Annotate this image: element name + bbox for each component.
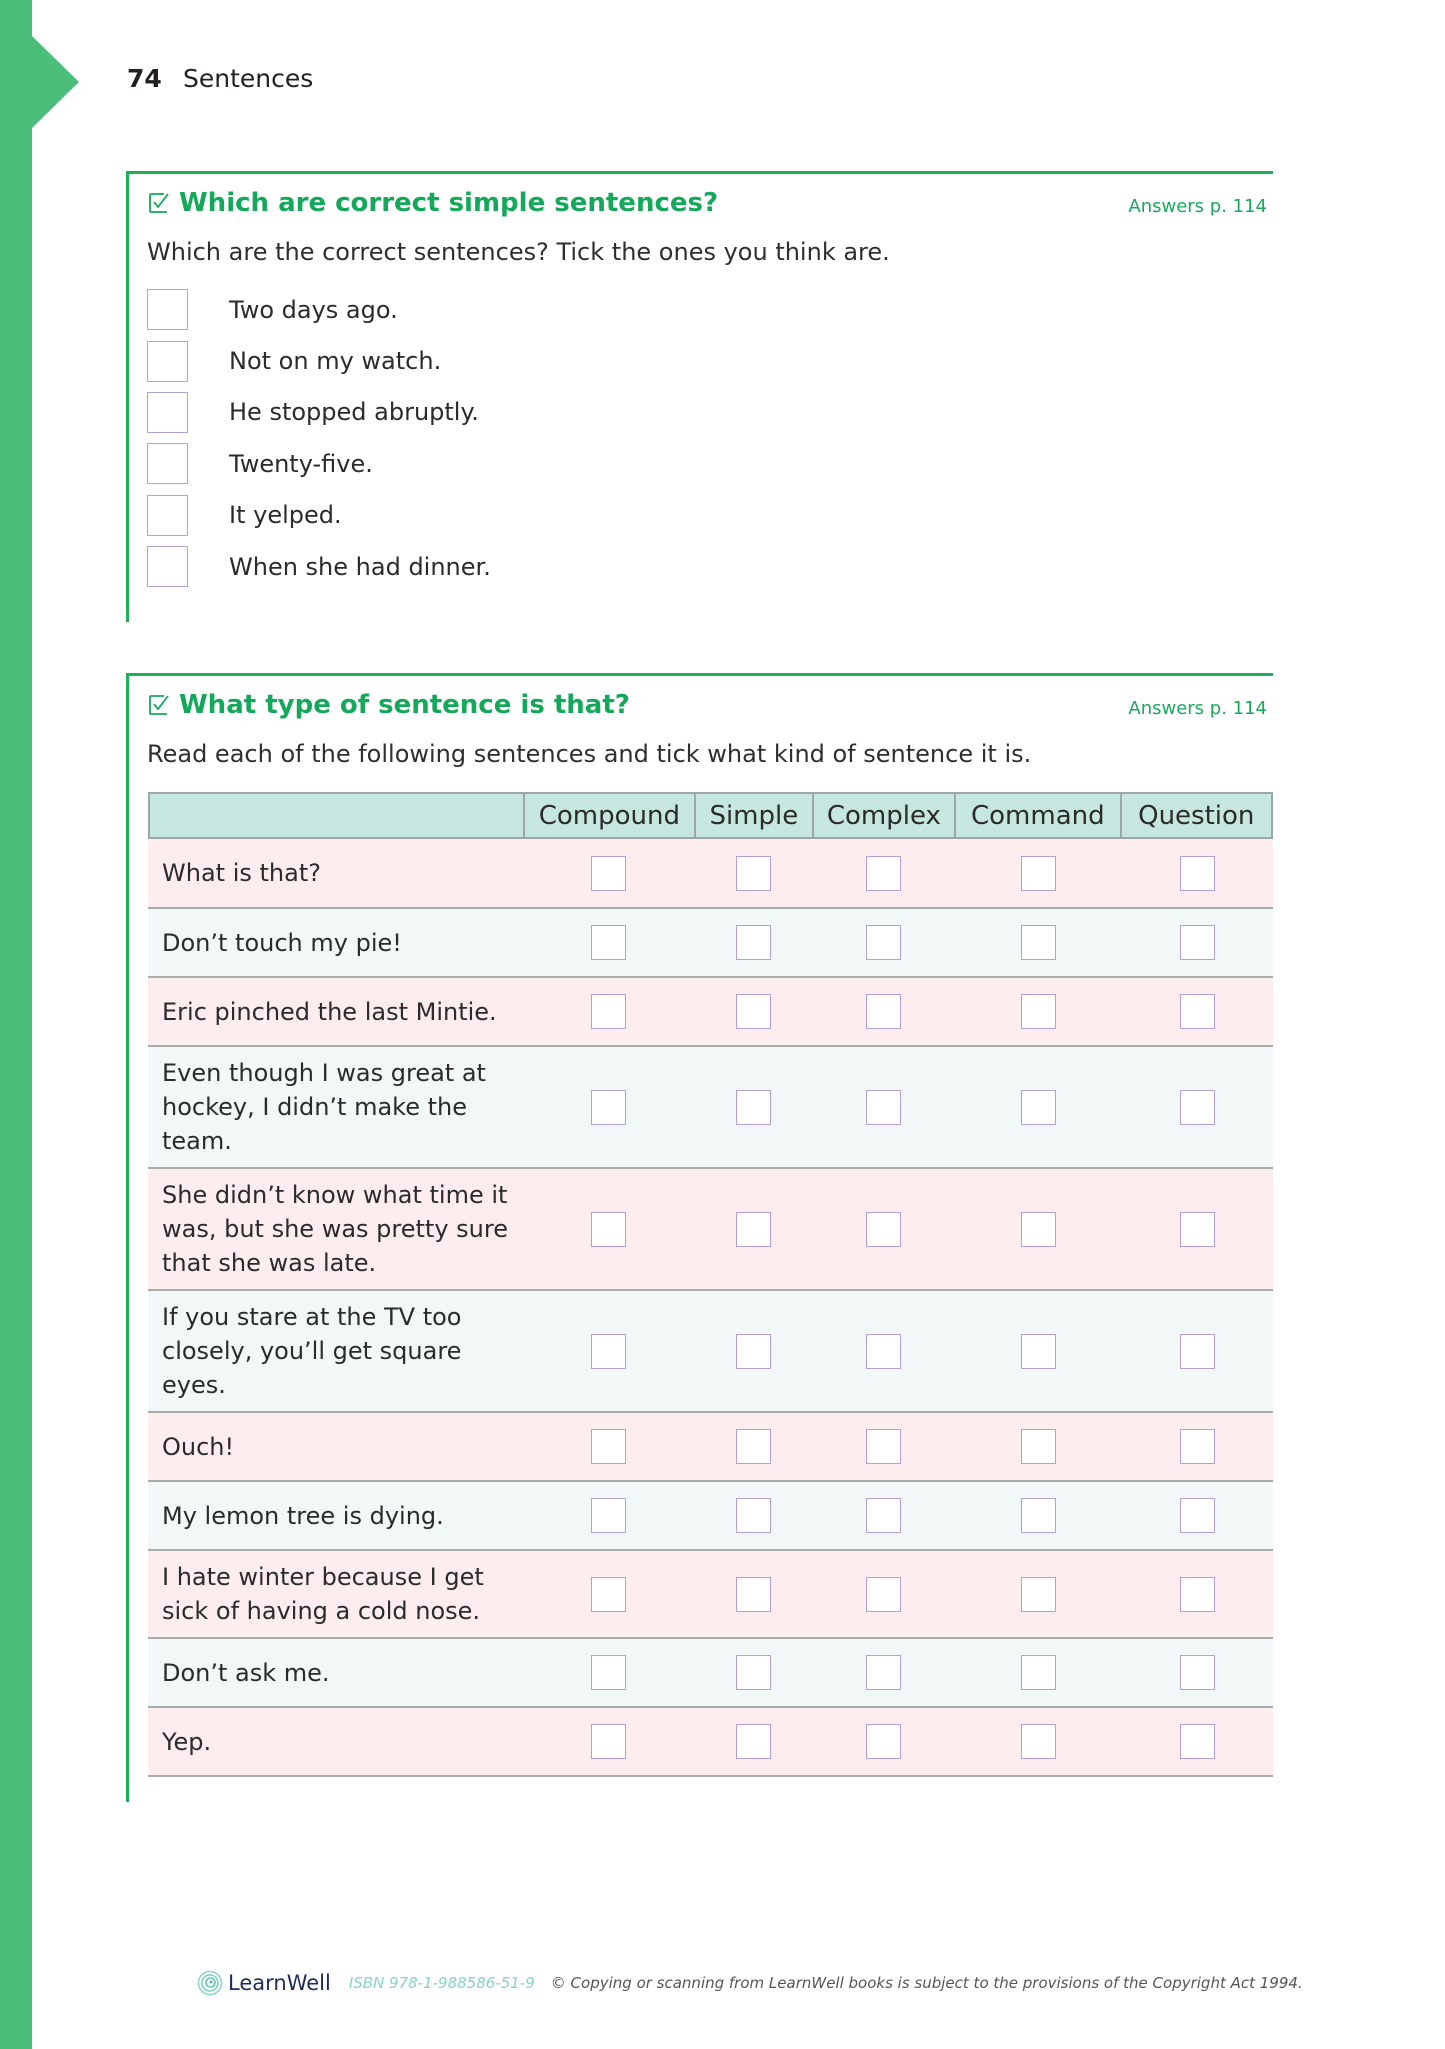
choice-item	[147, 541, 491, 592]
cell-question	[1121, 1639, 1273, 1706]
simple-checkbox[interactable]	[736, 1577, 771, 1612]
cell-simple	[694, 1291, 812, 1411]
simple-checkbox[interactable]	[736, 856, 771, 891]
question-checkbox[interactable]	[1180, 1429, 1215, 1464]
cell-compound	[522, 1482, 694, 1549]
cell-compound	[522, 1708, 694, 1775]
choice-label: He stopped abruptly.	[229, 398, 479, 427]
running-header	[127, 62, 313, 94]
page-number: 74	[127, 63, 162, 93]
question-checkbox[interactable]	[1180, 925, 1215, 960]
command-checkbox[interactable]	[1021, 1724, 1056, 1759]
answers-reference[interactable]: Answers p. 114	[1128, 196, 1267, 217]
exercise-instruction: Which are the correct sentences? Tick the ones you think are.	[147, 238, 890, 266]
cell-command	[955, 1482, 1121, 1549]
table-row	[148, 1708, 1273, 1777]
cell-command	[955, 1291, 1121, 1411]
exercise-sentence-type	[126, 673, 1273, 1802]
command-checkbox[interactable]	[1021, 925, 1056, 960]
side-color-band	[0, 0, 32, 2049]
command-checkbox[interactable]	[1021, 1577, 1056, 1612]
cell-complex	[812, 909, 955, 976]
complex-checkbox[interactable]	[866, 1429, 901, 1464]
sentence-cell: Ouch!	[162, 1432, 235, 1461]
question-checkbox[interactable]	[1180, 1334, 1215, 1369]
cell-complex	[812, 1047, 955, 1167]
cell-command	[955, 909, 1121, 976]
complex-checkbox[interactable]	[866, 1334, 901, 1369]
cell-command	[955, 1169, 1121, 1289]
exercise-title	[147, 690, 630, 720]
complex-checkbox[interactable]	[866, 1090, 901, 1125]
choice-label: Not on my watch.	[229, 347, 442, 376]
compound-checkbox[interactable]	[591, 1724, 626, 1759]
tick-checkbox[interactable]	[147, 289, 188, 330]
tick-checkbox[interactable]	[147, 495, 188, 536]
answers-reference[interactable]: Answers p. 114	[1128, 698, 1267, 719]
cell-simple	[694, 978, 812, 1045]
cell-command	[955, 978, 1121, 1045]
cell-question	[1121, 978, 1273, 1045]
copyright-notice: © Copying or scanning from LearnWell books is subject to the provisions of the Copyright Act 1994.	[550, 1974, 1303, 1992]
question-checkbox[interactable]	[1180, 994, 1215, 1029]
sentence-cell: Even though I was great at hockey, I didn’t make the team.	[162, 1059, 486, 1155]
cell-command	[955, 839, 1121, 907]
choice-item	[147, 335, 491, 386]
tick-checkbox[interactable]	[147, 392, 188, 433]
exercise-instruction: Read each of the following sentences and tick what kind of sentence it is.	[147, 740, 1032, 768]
cell-simple	[694, 1169, 812, 1289]
cell-question	[1121, 1551, 1273, 1637]
question-checkbox[interactable]	[1180, 856, 1215, 891]
side-arrow-tab	[32, 36, 79, 128]
cell-compound	[522, 1413, 694, 1480]
cell-question	[1121, 909, 1273, 976]
cell-complex	[812, 1169, 955, 1289]
choice-item	[147, 387, 491, 438]
cell-command	[955, 1708, 1121, 1775]
cell-complex	[812, 978, 955, 1045]
cell-simple	[694, 1047, 812, 1167]
header-cell-compound: Compound	[523, 794, 694, 837]
command-checkbox[interactable]	[1021, 1429, 1056, 1464]
exercise-simple-sentences	[126, 171, 1273, 622]
simple-checkbox[interactable]	[736, 1429, 771, 1464]
header-cell-complex: Complex	[812, 794, 955, 837]
compound-checkbox[interactable]	[591, 925, 626, 960]
complex-checkbox[interactable]	[866, 994, 901, 1029]
choice-item	[147, 284, 491, 335]
choice-list	[147, 284, 491, 592]
compound-checkbox[interactable]	[591, 1212, 626, 1247]
cell-compound	[522, 1639, 694, 1706]
complex-checkbox[interactable]	[866, 1577, 901, 1612]
cell-simple	[694, 909, 812, 976]
header-cell-command: Command	[954, 794, 1119, 837]
simple-checkbox[interactable]	[736, 994, 771, 1029]
cell-simple	[694, 839, 812, 907]
tick-checkbox[interactable]	[147, 443, 188, 484]
cell-command	[955, 1413, 1121, 1480]
table-row	[148, 1169, 1273, 1291]
table-header	[148, 792, 1273, 839]
complex-checkbox[interactable]	[866, 1724, 901, 1759]
compound-checkbox[interactable]	[591, 994, 626, 1029]
command-checkbox[interactable]	[1021, 1655, 1056, 1690]
sentence-cell: She didn’t know what time it was, but she was pretty sure that she was late.	[162, 1181, 508, 1277]
exercise-title-text: What type of sentence is that?	[179, 690, 630, 720]
choice-label: Twenty-five.	[229, 449, 373, 478]
cell-compound	[522, 1551, 694, 1637]
cell-complex	[812, 1639, 955, 1706]
question-checkbox[interactable]	[1180, 1090, 1215, 1125]
complex-checkbox[interactable]	[866, 1212, 901, 1247]
simple-checkbox[interactable]	[736, 1498, 771, 1533]
compound-checkbox[interactable]	[591, 1498, 626, 1533]
table-row	[148, 1639, 1273, 1708]
question-checkbox[interactable]	[1180, 1212, 1215, 1247]
table-row	[148, 1413, 1273, 1482]
table-row	[148, 1291, 1273, 1413]
cell-question	[1121, 1291, 1273, 1411]
simple-checkbox[interactable]	[736, 925, 771, 960]
cell-question	[1121, 839, 1273, 907]
isbn-text: ISBN 978-1-988586-51-9	[348, 1974, 535, 1992]
sentence-cell: Don’t ask me.	[162, 1658, 330, 1687]
simple-checkbox[interactable]	[736, 1090, 771, 1125]
tick-checkbox[interactable]	[147, 341, 188, 382]
exercise-title-text: Which are correct simple sentences?	[179, 188, 719, 218]
header-cell-question: Question	[1120, 794, 1271, 837]
simple-checkbox[interactable]	[736, 1334, 771, 1369]
question-checkbox[interactable]	[1180, 1655, 1215, 1690]
compound-checkbox[interactable]	[591, 1090, 626, 1125]
command-checkbox[interactable]	[1021, 994, 1056, 1029]
cell-complex	[812, 1291, 955, 1411]
cell-simple	[694, 1482, 812, 1549]
cell-question	[1121, 1413, 1273, 1480]
command-checkbox[interactable]	[1021, 856, 1056, 891]
question-checkbox[interactable]	[1180, 1724, 1215, 1759]
header-cell-simple: Simple	[694, 794, 812, 837]
cell-compound	[522, 978, 694, 1045]
choice-item	[147, 438, 491, 489]
cell-simple	[694, 1551, 812, 1637]
sentence-cell: I hate winter because I get sick of having a cold nose.	[162, 1563, 484, 1625]
command-checkbox[interactable]	[1021, 1498, 1056, 1533]
sentence-cell: Eric pinched the last Mintie.	[162, 997, 497, 1026]
simple-checkbox[interactable]	[736, 1212, 771, 1247]
cell-compound	[522, 1169, 694, 1289]
compound-checkbox[interactable]	[591, 1334, 626, 1369]
table-row	[148, 839, 1273, 909]
sentence-type-table	[148, 792, 1273, 1777]
cell-question	[1121, 1047, 1273, 1167]
command-checkbox[interactable]	[1021, 1090, 1056, 1125]
cell-compound	[522, 909, 694, 976]
sentence-cell: My lemon tree is dying.	[162, 1501, 444, 1530]
table-row	[148, 1551, 1273, 1639]
simple-checkbox[interactable]	[736, 1724, 771, 1759]
table-row	[148, 1482, 1273, 1551]
command-checkbox[interactable]	[1021, 1334, 1056, 1369]
cell-command	[955, 1047, 1121, 1167]
choice-label: It yelped.	[229, 501, 342, 530]
question-checkbox[interactable]	[1180, 1498, 1215, 1533]
table-row	[148, 978, 1273, 1047]
check-square-icon	[147, 693, 171, 717]
choice-label: When she had dinner.	[229, 552, 491, 581]
compound-checkbox[interactable]	[591, 1429, 626, 1464]
choice-label: Two days ago.	[229, 295, 398, 324]
cell-compound	[522, 1291, 694, 1411]
section-title: Sentences	[183, 63, 314, 93]
sentence-cell: Don’t touch my pie!	[162, 928, 402, 957]
question-checkbox[interactable]	[1180, 1577, 1215, 1612]
exercise-title	[147, 188, 718, 218]
sentence-cell: What is that?	[162, 859, 321, 887]
check-square-icon	[147, 191, 171, 215]
cell-question	[1121, 1482, 1273, 1549]
cell-complex	[812, 1551, 955, 1637]
sentence-cell: If you stare at the TV too closely, you’ll get square eyes.	[162, 1303, 462, 1399]
spiral-logo-icon	[197, 1970, 223, 1996]
cell-question	[1121, 1169, 1273, 1289]
choice-item	[147, 490, 491, 541]
compound-checkbox[interactable]	[591, 1655, 626, 1690]
cell-complex	[812, 1482, 955, 1549]
page-footer	[197, 1968, 1303, 1998]
header-cell-sentence	[150, 794, 523, 837]
sentence-cell: Yep.	[162, 1727, 212, 1756]
complex-checkbox[interactable]	[866, 856, 901, 891]
command-checkbox[interactable]	[1021, 1212, 1056, 1247]
cell-complex	[812, 1708, 955, 1775]
cell-question	[1121, 1708, 1273, 1775]
complex-checkbox[interactable]	[866, 925, 901, 960]
cell-complex	[812, 1413, 955, 1480]
cell-simple	[694, 1708, 812, 1775]
complex-checkbox[interactable]	[866, 1498, 901, 1533]
cell-complex	[812, 839, 955, 907]
cell-simple	[694, 1413, 812, 1480]
brand-name: LearnWell	[228, 1971, 331, 1995]
cell-compound	[522, 1047, 694, 1167]
table-row	[148, 909, 1273, 978]
cell-command	[955, 1639, 1121, 1706]
cell-simple	[694, 1639, 812, 1706]
complex-checkbox[interactable]	[866, 1655, 901, 1690]
compound-checkbox[interactable]	[591, 1577, 626, 1612]
cell-command	[955, 1551, 1121, 1637]
simple-checkbox[interactable]	[736, 1655, 771, 1690]
table-row	[148, 1047, 1273, 1169]
tick-checkbox[interactable]	[147, 546, 188, 587]
compound-checkbox[interactable]	[591, 856, 626, 891]
cell-compound	[522, 839, 694, 907]
